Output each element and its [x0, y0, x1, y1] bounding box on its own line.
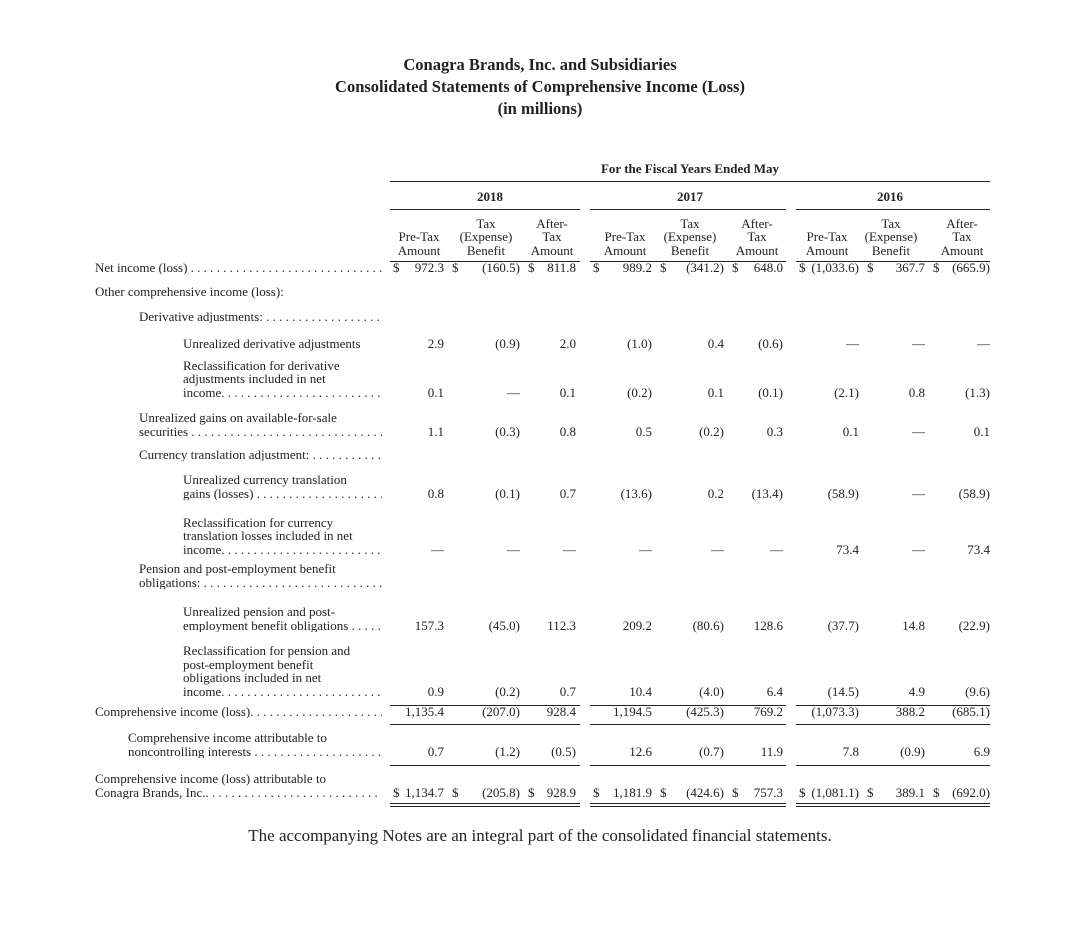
table-cell: (58.9): [958, 485, 990, 501]
table-cell: (58.9): [827, 485, 859, 501]
column-header-line: After-: [946, 215, 978, 231]
column-header-line: Pre-Tax: [398, 229, 440, 244]
table-cell: 11.9: [760, 743, 783, 759]
table-cell: 0.1: [973, 423, 990, 439]
row-label-line: Pension and post-employment benefit: [139, 561, 336, 576]
table-row: [0, 605, 1070, 632]
year-2016: 2016: [877, 189, 903, 204]
row-label-line: employment benefit obligations . . .: [183, 619, 382, 633]
table-cell: (14.5): [827, 683, 859, 699]
table-cell: —: [507, 541, 520, 557]
table-cell: 0.2: [707, 485, 724, 501]
year-2017: 2017: [677, 189, 703, 204]
table-cell: —: [846, 335, 859, 351]
row-label: [95, 705, 382, 719]
column-header: [796, 230, 858, 257]
row-label-line: Conagra Brands, Inc.. . . .: [95, 786, 382, 800]
table-cell: (0.2): [627, 384, 652, 400]
table-cell: 12.6: [629, 743, 652, 759]
row-label-line: Comprehensive income (loss) attributable to: [95, 771, 327, 786]
table-cell: (45.0): [488, 617, 520, 633]
row-label: [183, 605, 382, 632]
table-cell: 0.1: [427, 384, 444, 400]
rule: [390, 724, 580, 725]
table-cell: —: [912, 485, 925, 501]
table-cell: $ 648.0: [732, 259, 783, 275]
table-cell: (0.9): [900, 743, 925, 759]
row-label-line: gains (losses) . . .: [183, 487, 382, 501]
column-header-line: Amount: [530, 242, 574, 258]
row-label-line: income. . . .: [183, 685, 382, 699]
column-header-line: Tax: [747, 229, 767, 244]
row-label-line: noncontrolling interests . . .: [128, 745, 382, 759]
column-header-line: (Expense): [864, 229, 918, 244]
table-cell: (13.4): [751, 485, 783, 501]
table-cell: (13.6): [620, 485, 652, 501]
column-header-line: Tax: [881, 215, 901, 231]
table-cell: 0.9: [427, 683, 444, 699]
row-label: [139, 448, 382, 462]
row-label-line: Other comprehensive income (loss):: [95, 283, 284, 299]
row-label-line: translation losses included in net: [183, 528, 353, 543]
table-cell: 1,194.5: [613, 703, 652, 719]
table-cell: $ 389.1: [867, 784, 925, 800]
table-cell: 0.7: [559, 485, 576, 501]
table-cell: (0.6): [758, 335, 783, 351]
double-rule: [796, 806, 990, 807]
column-header: [594, 230, 656, 257]
table-cell: —: [639, 541, 652, 557]
table-cell: 14.8: [902, 617, 925, 633]
table-cell: 4.9: [908, 683, 925, 699]
table-cell: $ (341.2): [660, 259, 724, 275]
table-cell: $ 989.2: [593, 259, 652, 275]
table-cell: (0.1): [758, 384, 783, 400]
table-cell: (0.3): [495, 423, 520, 439]
table-cell: $ (424.6): [660, 784, 724, 800]
table-cell: $ 1,134.7: [393, 784, 444, 800]
row-label-line: Unrealized currency translation: [183, 472, 347, 487]
column-header-line: Amount: [805, 242, 849, 258]
row-label: [95, 772, 382, 799]
table-cell: $ (1,033.6): [799, 259, 859, 275]
table-cell: (0.1): [495, 485, 520, 501]
row-label-line: obligations included in net: [183, 670, 322, 685]
table-cell: 2.0: [559, 335, 576, 351]
rule: [796, 765, 990, 766]
column-header: [521, 217, 583, 258]
period-label: For the Fiscal Years Ended May: [600, 161, 779, 176]
row-label: [139, 411, 382, 438]
table-cell: (2.1): [834, 384, 859, 400]
table-row: [0, 448, 1070, 462]
row-label-line: Unrealized pension and post-: [183, 604, 335, 619]
table-cell: (22.9): [958, 617, 990, 633]
company-name: Conagra Brands, Inc. and Subsidiaries: [403, 55, 677, 74]
table-cell: 388.2: [895, 703, 925, 719]
table-cell: 0.1: [842, 423, 859, 439]
row-label-line: securities . . .: [139, 425, 382, 439]
table-row: [0, 411, 1070, 438]
table-cell: $ (205.8): [452, 784, 520, 800]
column-header-line: Amount: [603, 242, 647, 258]
table-cell: (1,073.3): [811, 703, 859, 719]
table-cell: 928.4: [546, 703, 576, 719]
rule: [590, 705, 786, 706]
column-header-line: Tax: [542, 229, 562, 244]
table-cell: —: [912, 423, 925, 439]
row-label-line: obligations: . . .: [139, 576, 382, 590]
table-cell: 209.2: [622, 617, 652, 633]
table-cell: —: [563, 541, 576, 557]
table-row: [0, 516, 1070, 557]
column-header-line: Tax: [680, 215, 700, 231]
column-header-line: Tax: [952, 229, 972, 244]
column-header: [726, 217, 788, 258]
rule: [796, 724, 990, 725]
table-cell: (1.2): [495, 743, 520, 759]
table-cell: 0.7: [559, 683, 576, 699]
row-label-line: Unrealized gains on available-for-sale: [139, 410, 337, 425]
table-cell: 10.4: [629, 683, 652, 699]
rule: [390, 705, 580, 706]
table-cell: (685.1): [952, 703, 990, 719]
table-cell: $ 928.9: [528, 784, 576, 800]
column-header-line: Benefit: [670, 242, 710, 258]
row-label: [183, 473, 382, 500]
row-label: [95, 285, 382, 299]
row-label: [183, 337, 382, 351]
table-cell: $ 367.7: [867, 259, 925, 275]
table-cell: (0.7): [699, 743, 724, 759]
rule: [590, 209, 786, 210]
rule: [390, 765, 580, 766]
table-cell: 73.4: [967, 541, 990, 557]
row-label-line: Net income (loss) . . .: [95, 261, 382, 275]
table-cell: (9.6): [965, 683, 990, 699]
column-header-line: Benefit: [466, 242, 506, 258]
row-label-line: Reclassification for pension and: [183, 643, 351, 658]
table-row: [0, 261, 1070, 275]
table-cell: 0.3: [766, 423, 783, 439]
double-rule: [390, 803, 580, 804]
rule: [796, 705, 990, 706]
table-cell: (4.0): [699, 683, 724, 699]
table-cell: 1,135.4: [405, 703, 444, 719]
table-cell: 0.7: [427, 743, 444, 759]
table-cell: —: [912, 335, 925, 351]
rule: [390, 209, 580, 210]
table-row: [0, 644, 1070, 698]
column-header-line: Pre-Tax: [604, 229, 646, 244]
table-cell: 0.8: [427, 485, 444, 501]
row-label: [139, 562, 382, 589]
table-row: [0, 705, 1070, 719]
row-label: [95, 261, 382, 275]
table-cell: (1.0): [627, 335, 652, 351]
statement-title: Consolidated Statements of Comprehensive Income (Loss): [335, 77, 745, 96]
column-header: [659, 217, 721, 258]
table-cell: 7.8: [842, 743, 859, 759]
table-cell: 112.3: [547, 617, 576, 633]
row-label: [183, 359, 382, 400]
table-cell: (425.3): [686, 703, 724, 719]
column-header-line: Amount: [735, 242, 779, 258]
table-cell: —: [977, 335, 990, 351]
table-cell: $ 972.3: [393, 259, 444, 275]
row-label: [139, 310, 382, 324]
row-label-line: Comprehensive income (loss). . . .: [95, 705, 382, 719]
table-cell: $ 757.3: [732, 784, 783, 800]
table-cell: 0.4: [707, 335, 724, 351]
table-row: [0, 562, 1070, 589]
table-cell: (1.3): [965, 384, 990, 400]
column-header-line: (Expense): [459, 229, 513, 244]
column-header: [455, 217, 517, 258]
rule: [390, 181, 990, 182]
double-rule: [590, 803, 786, 804]
table-cell: —: [507, 384, 520, 400]
table-cell: $ (692.0): [933, 784, 990, 800]
table-cell: 128.6: [753, 617, 783, 633]
double-rule: [590, 806, 786, 807]
table-cell: (80.6): [692, 617, 724, 633]
row-label-line: Reclassification for derivative: [183, 357, 340, 373]
table-cell: $ (665.9): [933, 259, 990, 275]
column-header-line: Tax: [476, 215, 496, 231]
table-cell: (0.2): [495, 683, 520, 699]
row-label: [128, 731, 382, 758]
table-row: [0, 310, 1070, 324]
rule: [590, 724, 786, 725]
table-row: [0, 772, 1070, 799]
table-cell: —: [711, 541, 724, 557]
table-cell: $ 811.8: [528, 259, 576, 275]
table-row: [0, 731, 1070, 758]
table-cell: 0.8: [559, 423, 576, 439]
column-header-line: Pre-Tax: [806, 229, 848, 244]
column-header: [388, 230, 450, 257]
year-2018: 2018: [477, 189, 503, 204]
table-cell: (0.9): [495, 335, 520, 351]
row-label-line: Comprehensive income attributable to: [128, 730, 327, 745]
table-cell: —: [912, 541, 925, 557]
column-header: [860, 217, 922, 258]
table-cell: —: [431, 541, 444, 557]
table-cell: (0.5): [551, 743, 576, 759]
table-cell: 0.1: [559, 384, 576, 400]
table-cell: (0.2): [699, 423, 724, 439]
table-cell: 0.1: [707, 384, 724, 400]
row-label: [183, 516, 382, 557]
units-note: (in millions): [497, 99, 583, 118]
rule: [590, 765, 786, 766]
row-label-line: post-employment benefit: [183, 656, 314, 672]
table-cell: (37.7): [827, 617, 859, 633]
table-cell: $ 1,181.9: [593, 784, 652, 800]
column-header-line: Amount: [940, 242, 984, 258]
table-row: [0, 473, 1070, 500]
table-cell: (207.0): [482, 703, 520, 719]
column-header-line: After-: [741, 215, 773, 231]
row-label: [183, 644, 382, 698]
column-header-line: Amount: [397, 242, 441, 258]
table-cell: 0.8: [908, 384, 925, 400]
row-label-line: Derivative adjustments: . . .: [139, 310, 382, 324]
table-cell: 0.5: [635, 423, 652, 439]
row-label-line: adjustments included in net: [183, 371, 326, 386]
column-header-line: After-: [536, 215, 568, 231]
rule: [796, 209, 990, 210]
table-cell: 769.2: [753, 703, 783, 719]
table-row: [0, 337, 1070, 351]
table-cell: 6.4: [766, 683, 783, 699]
table-cell: 6.9: [973, 743, 990, 759]
column-header: [931, 217, 993, 258]
table-cell: 157.3: [414, 617, 444, 633]
table-cell: $ (160.5): [452, 259, 520, 275]
row-label-line: income. . . .: [183, 386, 382, 400]
double-rule: [796, 803, 990, 804]
table-cell: —: [770, 541, 783, 557]
row-label-line: Unrealized derivative adjustments: [183, 335, 361, 351]
table-row: [0, 359, 1070, 400]
column-header-line: Benefit: [871, 242, 911, 258]
row-label-line: Currency translation adjustment: . . .: [139, 448, 382, 462]
table-cell: 1.1: [427, 423, 444, 439]
table-cell: $ (1,081.1): [799, 784, 859, 800]
footnote: The accompanying Notes are an integral part of the consolidated financial statements.: [248, 826, 832, 845]
double-rule: [390, 806, 580, 807]
table-row: [0, 285, 1070, 299]
table-cell: 73.4: [836, 541, 859, 557]
table-cell: 2.9: [427, 335, 444, 351]
column-header-line: (Expense): [663, 229, 717, 244]
row-label-line: Reclassification for currency: [183, 514, 334, 530]
row-label-line: income. . . .: [183, 543, 382, 557]
